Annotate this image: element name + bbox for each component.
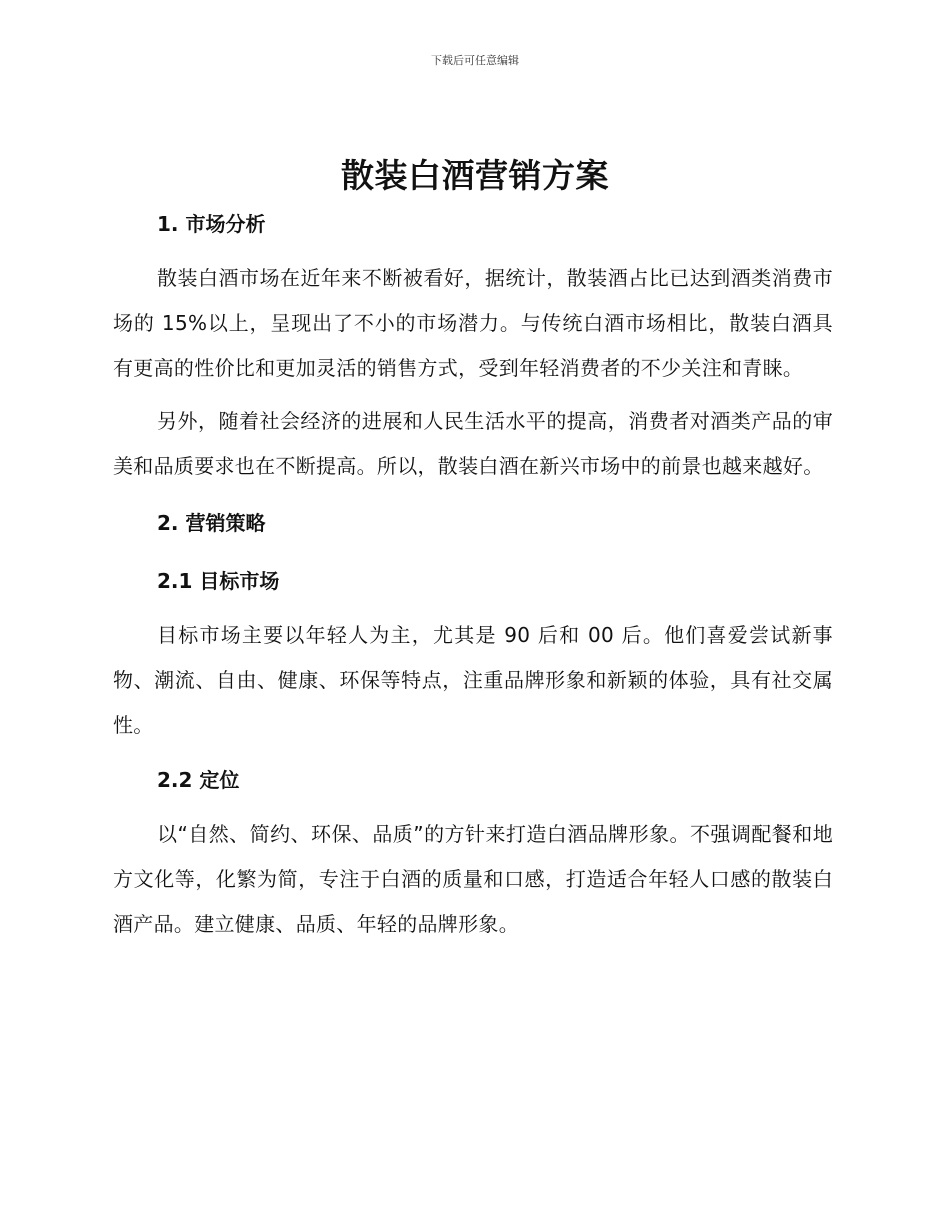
section-heading-positioning: 2.2 定位	[157, 768, 240, 792]
paragraph-market-analysis-1: 散装白酒市场在近年来不断被看好，据统计，散装酒占比已达到酒类消费市场的 15%以上，呈现出了不小的市场潜力。与传统白酒市场相比，散装白酒具有更高的性价比和更加灵活的销售方式，受到年轻消费者的不少关注和青睐。	[113, 266, 833, 380]
section-heading-target-market: 2.1 目标市场	[157, 569, 280, 593]
paragraph-positioning: 以“自然、简约、环保、品质”的方针来打造白酒品牌形象。不强调配餐和地方文化等，化繁为简，专注于白酒的质量和口感，打造适合年轻人口感的散装白酒产品。建立健康、品质、年轻的品牌形象。	[113, 822, 833, 936]
section-heading-marketing-strategy: 2. 营销策略	[157, 511, 266, 535]
paragraph-target-market: 目标市场主要以年轻人为主，尤其是 90 后和 00 后。他们喜爱尝试新事物、潮流、自由、健康、环保等特点，注重品牌形象和新颖的体验，具有社交属性。	[113, 623, 833, 737]
document-title: 散装白酒营销方案	[341, 156, 609, 195]
header-note: 下载后可任意编辑	[431, 54, 519, 67]
section-heading-market-analysis: 1. 市场分析	[157, 212, 266, 236]
document-body	[113, 200, 833, 947]
paragraph-market-analysis-2: 另外，随着社会经济的进展和人民生活水平的提高，消费者对酒类产品的审美和品质要求也在不断提高。所以，散装白酒在新兴市场中的前景也越来越好。	[113, 409, 833, 478]
